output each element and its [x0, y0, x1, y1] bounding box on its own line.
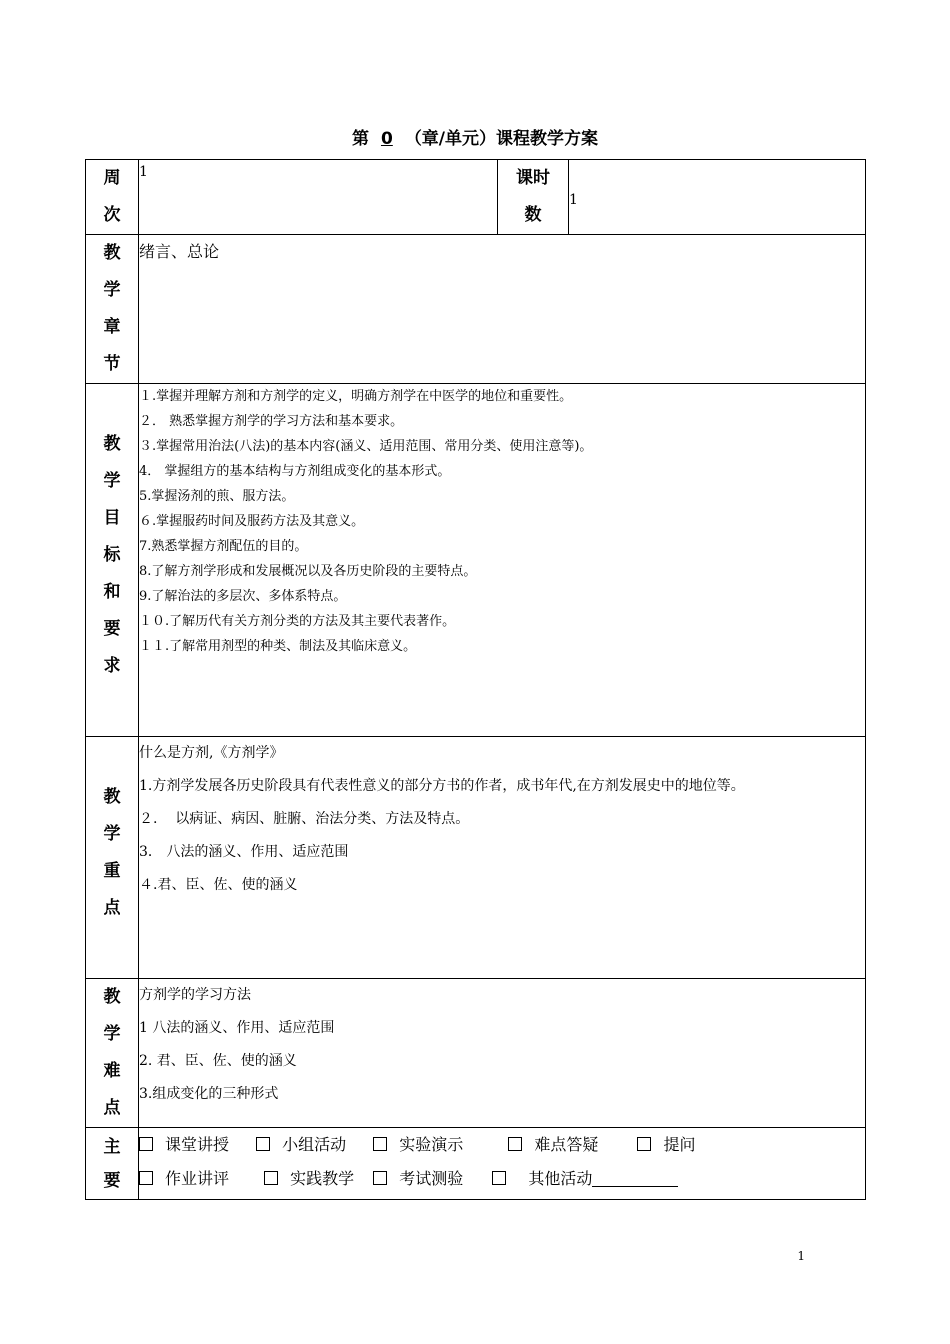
activities-options	[139, 1128, 866, 1200]
section-label: 教 学 章 节	[86, 235, 139, 384]
checkbox[interactable]	[373, 1137, 387, 1151]
list-item: 3． 八法的涵义、作用、适应范围	[139, 844, 349, 860]
lesson-plan-table	[85, 159, 866, 1200]
list-item: ４.君、臣、佐、使的涵义	[139, 877, 298, 893]
chapter-number: 0	[380, 129, 393, 149]
objectives-list	[139, 384, 866, 737]
option-qa[interactable]: 难点答疑	[508, 1128, 598, 1162]
row-keypoints	[86, 737, 866, 979]
hours-label: 课时 数	[498, 160, 569, 235]
week-label: 周 次	[86, 160, 139, 235]
row-difficulties	[86, 979, 866, 1128]
activities-label: 主 要	[86, 1128, 139, 1200]
row-section	[86, 235, 866, 384]
difficulties-label: 教 学 难 点	[86, 979, 139, 1128]
list-item: 9.了解治法的多层次、多体系特点。	[139, 589, 347, 604]
list-item: 方剂学的学习方法	[139, 987, 251, 1003]
checkbox[interactable]	[139, 1171, 153, 1185]
page-title: 第 0 （章/单元）课程教学方案	[351, 129, 599, 149]
list-item: １.掌握并理解方剂和方剂学的定义，明确方剂学在中医学的地位和重要性。	[139, 389, 573, 404]
hours-value: 1	[569, 192, 578, 208]
list-item: ３.掌握常用治法(八法)的基本内容(涵义、适用范围、常用分类、使用注意等)。	[139, 439, 593, 454]
row-objectives	[86, 384, 866, 737]
option-demonstration[interactable]: 实验演示	[373, 1128, 463, 1162]
option-other[interactable]: 其他活动	[492, 1162, 678, 1196]
option-homework-review[interactable]: 作业讲评	[139, 1162, 229, 1196]
checkbox[interactable]	[508, 1137, 522, 1151]
list-item: 1.方剂学发展各历史阶段具有代表性意义的部分方书的作者，成书年代,在方剂发展史中的地位等。	[139, 778, 745, 794]
week-value: 1	[139, 164, 148, 180]
section-value: 绪言、总论	[139, 242, 220, 261]
option-practice[interactable]: 实践教学	[264, 1162, 354, 1196]
option-lecture[interactable]: 课堂讲授	[139, 1128, 229, 1162]
list-item: 2. 君、臣、佐、使的涵义	[139, 1053, 297, 1069]
list-item: 5.掌握汤剂的煎、服方法。	[139, 489, 295, 504]
row-week	[86, 160, 866, 235]
checkbox[interactable]	[264, 1171, 278, 1185]
list-item: 什么是方剂,《方剂学》	[139, 745, 284, 761]
keypoints-list	[139, 737, 866, 979]
list-item: １１.了解常用剂型的种类、制法及其临床意义。	[139, 639, 417, 654]
list-item: ６.掌握服药时间及服药方法及其意义。	[139, 514, 365, 529]
list-item: 3.组成变化的三种形式	[139, 1086, 279, 1102]
checkbox[interactable]	[637, 1137, 651, 1151]
list-item: 7.熟悉掌握方剂配伍的目的。	[139, 539, 308, 554]
option-group-activity[interactable]: 小组活动	[256, 1128, 346, 1162]
checkbox[interactable]	[373, 1171, 387, 1185]
list-item: 8.了解方剂学形成和发展概况以及各历史阶段的主要特点。	[139, 564, 477, 579]
checkbox[interactable]	[139, 1137, 153, 1151]
list-item: １０.了解历代有关方剂分类的方法及其主要代表著作。	[139, 614, 456, 629]
keypoints-label: 教 学 重 点	[86, 737, 139, 979]
option-exam[interactable]: 考试测验	[373, 1162, 463, 1196]
checkbox[interactable]	[256, 1137, 270, 1151]
list-item: 1 八法的涵义、作用、适应范围	[139, 1020, 335, 1036]
other-blank-line[interactable]	[592, 1170, 678, 1187]
list-item: ２. 以病证、病因、脏腑、治法分类、方法及特点。	[139, 811, 470, 827]
checkbox[interactable]	[492, 1171, 506, 1185]
list-item: 4． 掌握组方的基本结构与方剂组成变化的基本形式。	[139, 464, 451, 479]
difficulties-list	[139, 979, 866, 1128]
page-number: 1	[797, 1249, 805, 1263]
list-item: ２． 熟悉掌握方剂学的学习方法和基本要求。	[139, 414, 404, 429]
row-activities	[86, 1128, 866, 1200]
option-questions[interactable]: 提问	[637, 1128, 695, 1162]
objectives-label: 教 学 目 标 和 要 求	[86, 384, 139, 737]
